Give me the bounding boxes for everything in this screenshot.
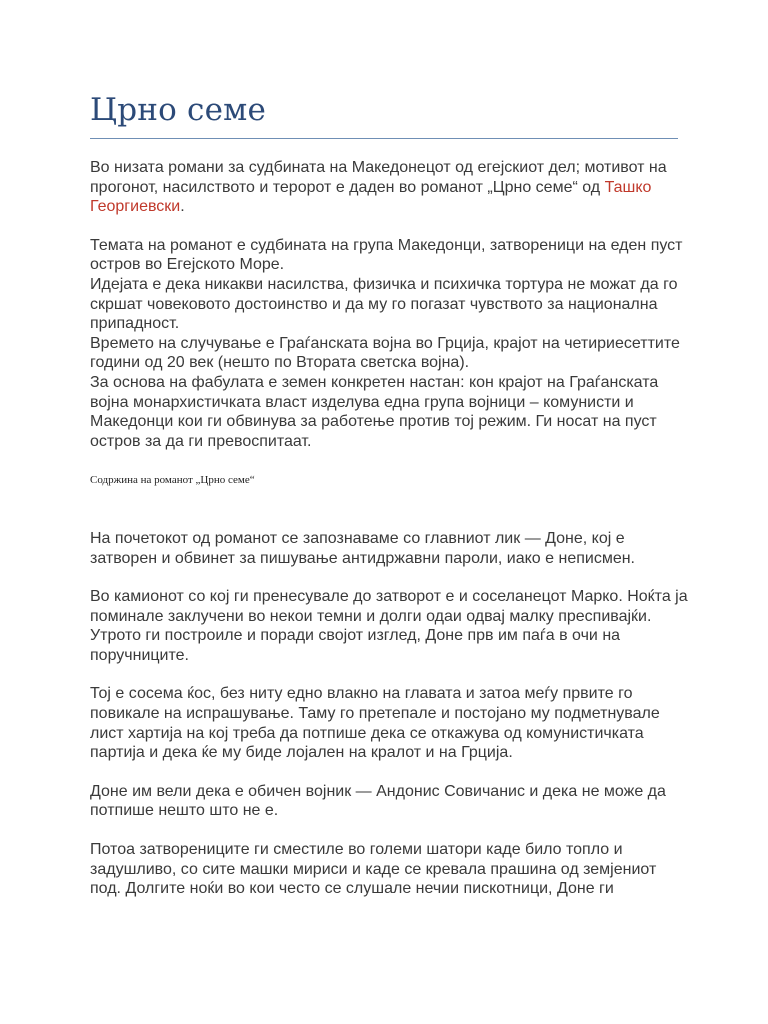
body-paragraph: Тој е сосема ќос, без ниту едно влакно на главата и затоа меѓу првите го повикале на испрашување. Таму го претепале и постојано му подметнувале лист хартија на кој треба да потпише дека се откажува од комунистичката партија и дека ќе му биде лојален на кралот и на Грција. — [90, 685, 660, 762]
time-paragraph: Времето на случување е Граѓанската војна во Грција, крајот на четириесеттите години од 20 век (нешто по Втората светска војна). — [90, 334, 680, 372]
intro-suffix: . — [180, 198, 185, 216]
body-paragraph: Потоа затворениците ги сместиле во големи шатори каде било топло и задушливо, со сите машки мириси и каде се кревала прашина од земјениот под. Долгите ноќи во кои често се слушале нечии пискотници, Доне ги — [90, 841, 657, 898]
title-divider — [90, 138, 678, 139]
document-title: Црно семе — [90, 92, 267, 128]
theme-paragraph: Темата на романот е судбината на група Македонци, затвореници на еден пуст остров во Егејското Море. — [90, 236, 683, 274]
document-body — [90, 158, 690, 918]
intro-paragraph — [90, 158, 690, 217]
body-paragraph: Во камионот со кој ги пренесувале до затворот е и соселанецот Марко. Ноќта ја поминале заклучени во некои темни и долги одаи одвај малку преспивајќи. Утрото ги построиле и поради својот изглед, Доне прв им паѓа в очи на поручниците. — [90, 588, 688, 664]
author-link[interactable]: Ташко Георгиевски — [90, 178, 652, 216]
body-paragraph: Доне им вели дека е обичен војник — Андонис Совичанис и дека не може да потпише нешто што не е. — [90, 782, 666, 820]
body-paragraph: На почетокот од романот се запознаваме со главниот лик — Доне, кој е затворен и обвинет за пишување антидржавни пароли, иако е неписмен. — [90, 529, 635, 567]
idea-paragraph: Идејата е дека никакви насилства, физичка и психичка тортура не можат да го скршат човековото достоинство и да му го погазат чувството за национална припадност. — [90, 275, 678, 333]
intro-text: Во низата романи за судбината на Македонецот од егејскиот дел; мотивот на прогонот, насилството и теророт е даден во романот „Црно семе“ од — [90, 159, 667, 196]
section-subheading: Содржина на романот „Црно семе“ — [90, 474, 255, 487]
plot-basis-paragraph: За основа на фабулата е земен конкретен настан: кон крајот на Граѓанската војна монархистичката власт изделува една група војници – комунисти и Македонци кои ги обвинува за работење против тој режим. Ги носат на пуст остров за да ги превоспитаат. — [90, 373, 659, 450]
